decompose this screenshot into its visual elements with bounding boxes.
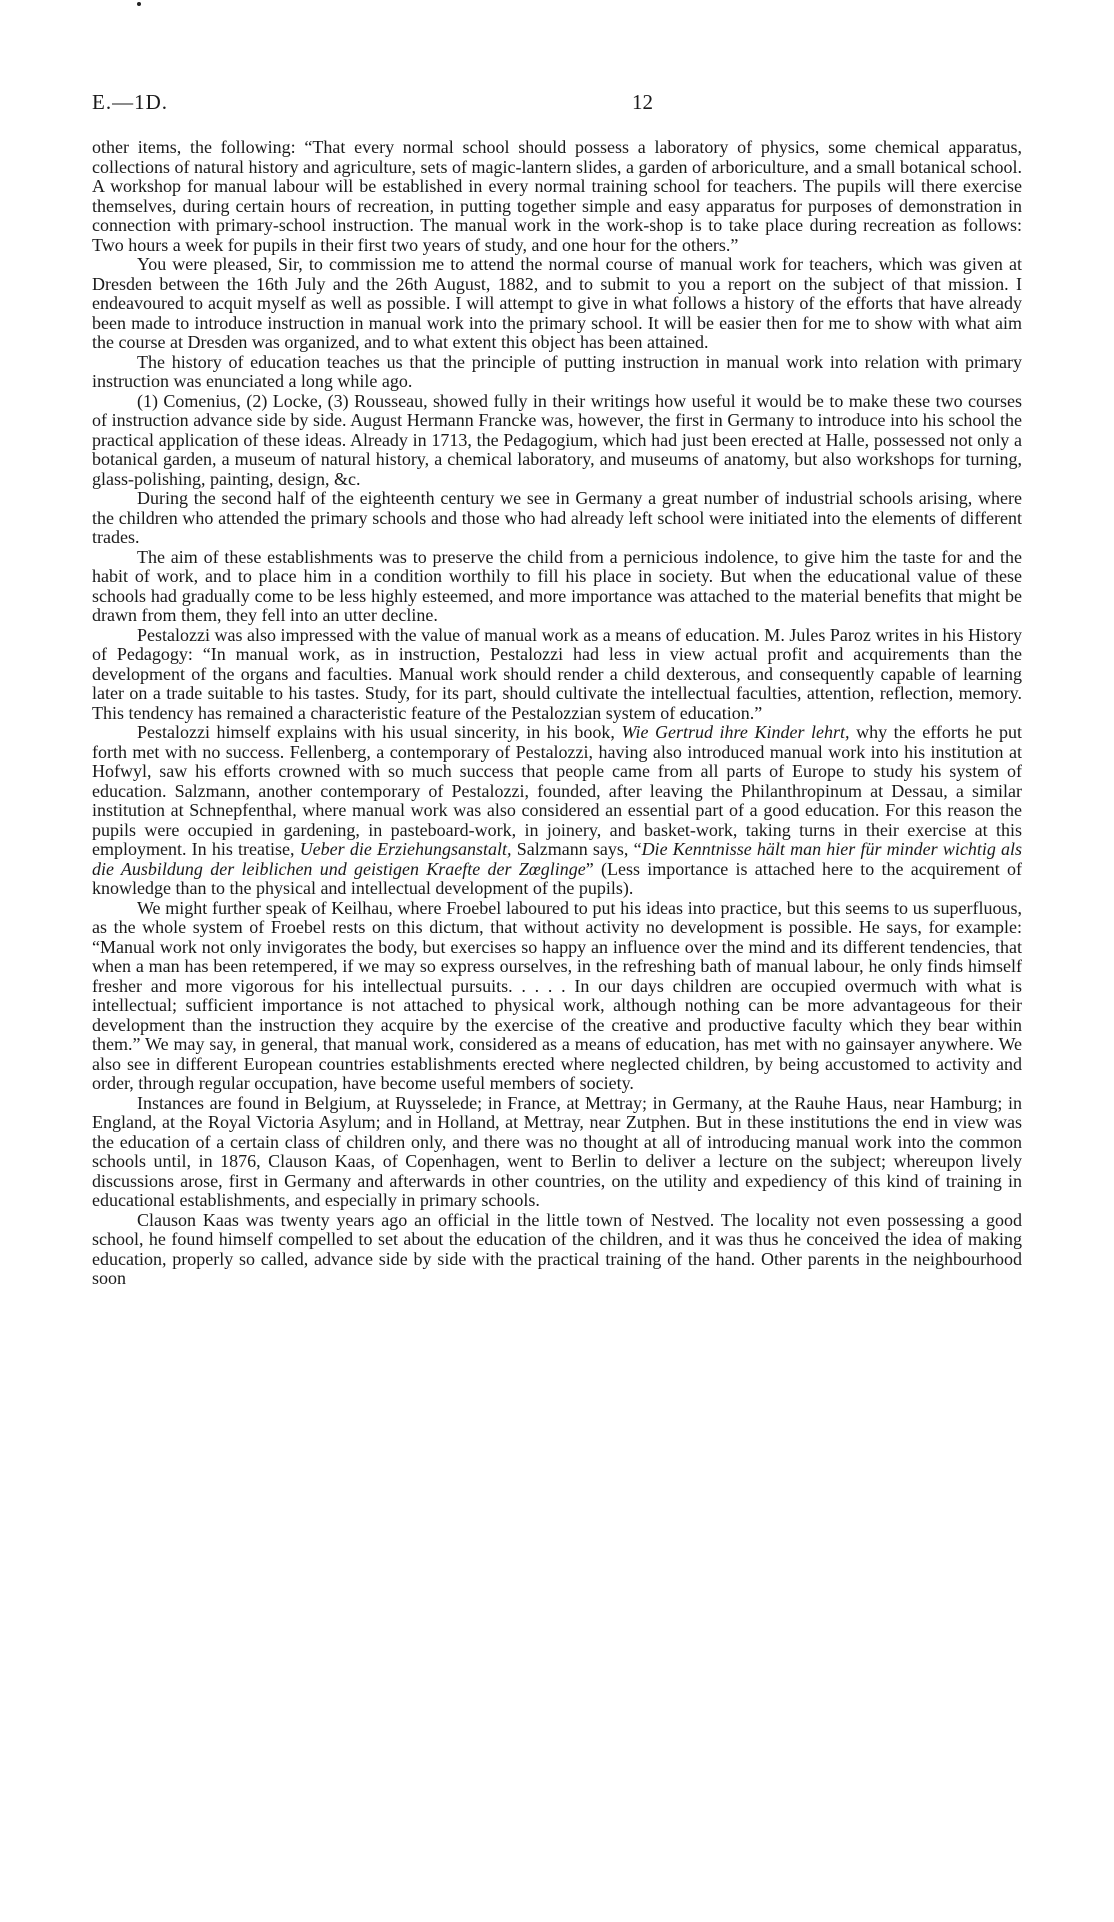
book-title-ueber-die-erziehungsanstalt: Ueber die Erziehungsanstalt, (299, 839, 512, 859)
paragraph-8-text-4: ” (Less importance is attached here to the acquirement of knowledge than to the physical and intellectual development of the pupils). (92, 858, 1022, 898)
paragraph-7: Pestalozzi was also impressed with the value of manual work as a means of education. M. Jules Paroz writes in his History of Pedagogy: “In manual work, as in instruction, Pestalozzi had less in view actual profit and acquirements than the development of the organs and faculties. Manual work should render a child dexterous, and consequently capable of learning later on a trade suitable to his tastes. Study, for its part, should cultivate the intellectual faculties, attention, reflection, memory. This tendency has remained a characteristic feature of the Pestalozzian system of education.” (92, 624, 1022, 723)
section-identifier: E.—1D. (92, 90, 168, 114)
page-header (92, 90, 1022, 120)
paragraph-8-text-1: Pestalozzi himself explains with his usual sincerity, in his book, (137, 722, 622, 742)
paragraph-9: We might further speak of Keilhau, where Froebel laboured to put his ideas into practice, but this seems to us superfluous, as the whole system of Froebel rests on this dictum, that without activity no development is possible. He says, for example: “Manual work not only invigorates the body, but exercises so happy an influence over the mind and its different tendencies, that when a man has been retempered, if we may so express ourselves, in the refreshing bath of manual labour, he only finds himself fresher and more vigorous for his intellectual pursuits. . . . . In our days children are occupied overmuch with what is intellectual; sufficient importance is not attached to physical work, although nothing can be more advantageous for their development than the instruction they acquire by the exercise of the creative and productive faculty which they bear within them.” We may say, in general, that manual work, considered as a means of education, has met with no gainsayer anywhere. We also see in different European countries establishments erected where neglected children, by being accustomed to activity and order, through regular occupation, have become useful members of society. (92, 897, 1022, 1093)
paragraph-2: You were pleased, Sir, to commission me to attend the normal course of manual work for teachers, which was given at Dresden between the 16th July and the 26th August, 1882, and to submit to you a report on the subject of that mission. I endeavoured to acquit myself as well as possible. I will attempt to give in what follows a history of the efforts that have already been made to introduce instruction in manual work into the primary school. It will be easier then for me to show with what aim the course at Dresden was organized, and to what extent this object has been attained. (92, 254, 1022, 352)
body-text (92, 138, 1022, 1289)
page-number: 12 (632, 90, 653, 114)
paragraph-4: (1) Comenius, (2) Locke, (3) Rousseau, showed fully in their writings how useful it would be to make these two courses of instruction advance side by side. August Hermann Francke was, however, the first in Germany to introduce into his school the practical application of these ideas. Already in 1713, the Pedagogium, which had just been erected at Halle, possessed not only a botanical garden, a museum of natural history, a chemical laboratory, and museums of anatomy, but also workshops for turning, glass-polishing, painting, design, &c. (92, 390, 1022, 489)
paragraph-10: Instances are found in Belgium, at Ruysselede; in France, at Mettray; in Germany, at the Rauhe Haus, near Hamburg; in England, at the Royal Victoria Asylum; and in Holland, at Mettray, near Zutphen. But in these institutions the end in view was the education of a certain class of children only, and there was no thought at all of introducing manual work into the common schools until, in 1876, Clauson Kaas, of Copenhagen, went to Berlin to deliver a lecture on the subject; whereupon lively discussions arose, first in Germany and afterwards in other countries, on the utility and expediency of this kind of training in educational establishments, and especially in primary schools. (92, 1092, 1022, 1210)
paragraph-6: The aim of these establishments was to preserve the child from a pernicious indolence, to give him the taste for and the habit of work, and to place him in a condition worthily to fill his place in society. But when the educational value of these schools had gradually come to be less highly esteemed, and more importance was attached to the material benefits that might be drawn from them, they fell into an utter decline. (92, 546, 1022, 625)
paragraph-8-text-2: why the efforts he put forth met with no success. Fellenberg, a contemporary of Pestalozzi, having also introduced manual work into his institution at Hofwyl, saw his efforts crowned with so much success that people came from all parts of Europe to study his system of education. Salzmann, another contemporary of Pestalozzi, founded, after leaving the Philanthropinum at Dessau, a similar institution at Schnepfenthal, where manual work was also considered an essential part of a good education. For this reason the pupils were occupied in gardening, in pasteboard-work, in joinery, and basket-work, taking turns in their exercise at this employment. In his treatise, (92, 722, 1022, 859)
stray-dot-mark (137, 2, 141, 6)
paragraph-3: The history of education teaches us that the principle of putting instruction in manual work into relation with primary instruction was enunciated a long while ago. (92, 351, 1022, 391)
paragraph-1: other items, the following: “That every normal school should possess a laboratory of physics, some chemical apparatus, collections of natural history and agriculture, sets of magic-lantern slides, a garden of arboriculture, and a small botanical school. A workshop for manual labour will be established in every normal training school for teachers. The pupils will there exercise themselves, during certain hours of recreation, in putting together simple and easy apparatus for purposes of demonstration in connection with primary-school instruction. The manual work in the work-shop is to take place during recreation as follows: Two hours a week for pupils in their first two years of study, and one hour for the others.” (92, 137, 1022, 255)
german-quotation: Die Kenntnisse hält man hier für minder wichtig als die Ausbildung der leiblichen und geistigen Kraefte der Zœglinge (92, 839, 1023, 879)
book-title-wie-gertrud: Wie Gertrud ihre Kinder lehrt, (621, 722, 850, 742)
paragraph-8 (92, 723, 1022, 899)
paragraph-11: Clauson Kaas was twenty years ago an official in the little town of Nestved. The locality not even possessing a good school, he found himself compelled to set about the education of the children, and it was thus he conceived the idea of making education, properly so called, advance side by side with the practical training of the hand. Other parents in the neighbourhood soon (92, 1209, 1022, 1288)
paragraph-8-text-3: Salzmann says, “ (511, 839, 642, 859)
paragraph-5: During the second half of the eighteenth century we see in Germany a great number of industrial schools arising, where the children who attended the primary schools and those who had already left school were initiated into the elements of different trades. (92, 488, 1022, 547)
